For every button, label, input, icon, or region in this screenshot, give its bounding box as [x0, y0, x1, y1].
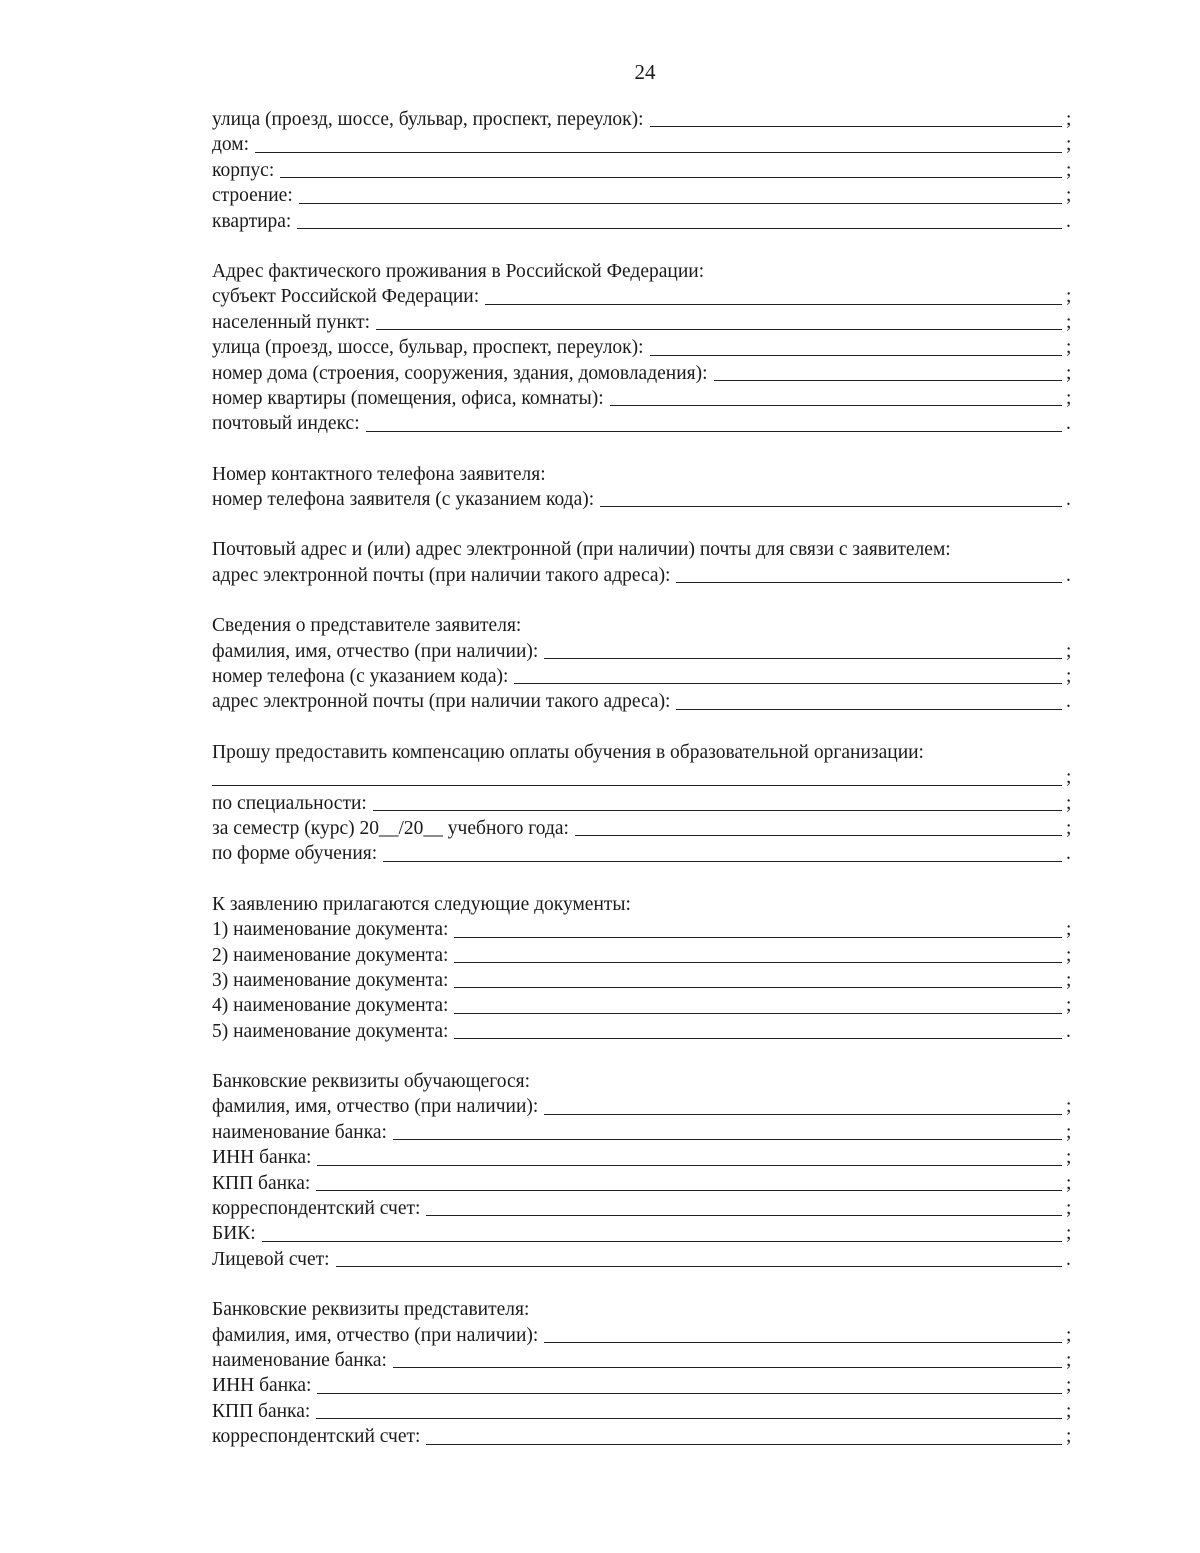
line-terminator: ;	[1066, 159, 1072, 181]
line-terminator: ;	[1066, 337, 1072, 359]
line-terminator: .	[1066, 413, 1071, 435]
line-terminator: ;	[1066, 1350, 1072, 1371]
fill-in-blank[interactable]	[714, 379, 1062, 381]
fill-in-blank[interactable]	[575, 834, 1062, 836]
form-row	[212, 968, 1074, 993]
section-heading: Банковские реквизиты представителя:	[212, 1299, 530, 1321]
line-terminator: ;	[1066, 286, 1072, 308]
line-terminator: ;	[1066, 1400, 1072, 1422]
line-terminator: .	[1066, 210, 1071, 232]
field-label: фамилия, имя, отчество (при наличии):	[212, 1096, 539, 1118]
field-label: Лицевой счет:	[212, 1248, 330, 1270]
form-row	[212, 943, 1074, 968]
form-row	[212, 284, 1074, 309]
fill-in-blank[interactable]	[316, 1417, 1062, 1419]
line-terminator: ;	[1066, 387, 1072, 409]
fill-in-blank[interactable]	[650, 354, 1062, 356]
line-terminator: ;	[1066, 995, 1072, 1017]
line-terminator: ;	[1066, 666, 1072, 688]
field-label: улица (проезд, шоссе, бульвар, проспект, переулок):	[212, 337, 644, 359]
line-terminator: ;	[1066, 1172, 1072, 1194]
form-row	[212, 639, 1074, 664]
form-row	[212, 386, 1074, 411]
form-row	[212, 563, 1074, 588]
fill-in-blank[interactable]	[454, 1012, 1062, 1014]
section-heading: Адрес фактического проживания в Российской Федерации:	[212, 260, 705, 282]
section-student-bank	[212, 1069, 1074, 1272]
field-label: субъект Российской Федерации:	[212, 286, 480, 308]
section-actual-address	[212, 259, 1074, 437]
form-row	[212, 664, 1074, 689]
form-row	[212, 1095, 1074, 1120]
fill-in-blank[interactable]	[299, 202, 1062, 204]
field-label: населенный пункт:	[212, 311, 371, 333]
form-row	[212, 335, 1074, 360]
section-heading: К заявлению прилагаются следующие документы:	[212, 893, 631, 915]
section-representative-bank	[212, 1297, 1074, 1449]
field-label: 3) наименование документа:	[212, 969, 449, 991]
line-terminator: ;	[1066, 1375, 1072, 1397]
line-terminator: ;	[1066, 1223, 1072, 1245]
fill-in-blank[interactable]	[297, 227, 1062, 229]
line-terminator: ;	[1066, 944, 1072, 966]
form-row	[212, 841, 1074, 866]
fill-in-blank[interactable]	[317, 1164, 1062, 1166]
form-row	[212, 689, 1074, 714]
section-heading: Номер контактного телефона заявителя:	[212, 463, 546, 485]
form-row	[212, 1196, 1074, 1221]
line-terminator: ;	[1066, 362, 1072, 384]
section-documents	[212, 892, 1074, 1044]
line-terminator: ;	[1066, 817, 1072, 839]
section-representative	[212, 613, 1074, 715]
fill-in-blank[interactable]	[650, 125, 1062, 127]
fill-in-blank[interactable]	[255, 151, 1062, 153]
line-terminator: ;	[1066, 1147, 1072, 1169]
field-label: 5) наименование документа:	[212, 1020, 449, 1042]
fill-in-blank[interactable]	[393, 1138, 1062, 1140]
line-terminator: .	[1066, 1248, 1071, 1270]
fill-in-blank[interactable]	[393, 1366, 1062, 1368]
fill-in-blank[interactable]	[600, 505, 1062, 507]
field-label: фамилия, имя, отчество (при наличии):	[212, 640, 539, 662]
fill-in-blank[interactable]	[514, 682, 1062, 684]
line-terminator: ;	[1066, 1198, 1072, 1220]
field-label: 1) наименование документа:	[212, 919, 449, 941]
fill-in-blank[interactable]	[280, 176, 1062, 178]
field-label: квартира:	[212, 210, 292, 232]
form-row	[212, 1399, 1074, 1424]
fill-in-blank[interactable]	[212, 784, 1062, 786]
line-terminator: ;	[1066, 108, 1072, 130]
line-terminator: .	[1066, 489, 1071, 511]
form-row	[212, 816, 1074, 841]
field-label: по специальности:	[212, 792, 367, 814]
fill-in-blank[interactable]	[676, 708, 1062, 710]
field-label: фамилия, имя, отчество (при наличии):	[212, 1324, 539, 1346]
line-terminator: ;	[1066, 185, 1072, 207]
field-label: 4) наименование документа:	[212, 995, 449, 1017]
fill-in-blank[interactable]	[262, 1240, 1062, 1242]
line-terminator: .	[1066, 691, 1071, 713]
line-terminator: ;	[1066, 969, 1072, 991]
field-label: строение:	[212, 185, 293, 207]
field-label: БИК:	[212, 1223, 256, 1245]
line-terminator: ;	[1066, 640, 1072, 662]
form-row	[212, 1373, 1074, 1398]
line-terminator: ;	[1066, 767, 1072, 789]
fill-in-blank[interactable]	[454, 1037, 1062, 1039]
fill-in-blank[interactable]	[610, 404, 1062, 406]
line-terminator: ;	[1066, 1096, 1072, 1118]
fill-in-blank[interactable]	[376, 328, 1062, 330]
field-label: улица (проезд, шоссе, бульвар, проспект, переулок):	[212, 108, 644, 130]
line-terminator: .	[1066, 1020, 1071, 1042]
application-form	[212, 107, 1074, 1450]
fill-in-blank[interactable]	[383, 860, 1062, 862]
line-terminator: ;	[1066, 792, 1072, 814]
form-row	[212, 132, 1074, 157]
fill-in-blank[interactable]	[336, 1265, 1062, 1267]
form-row	[212, 209, 1074, 234]
line-terminator: ;	[1066, 1121, 1072, 1143]
form-row	[212, 1019, 1074, 1044]
fill-in-blank[interactable]	[544, 657, 1062, 659]
form-row	[212, 310, 1074, 335]
field-label: наименование банка:	[212, 1350, 387, 1371]
section-registration-address	[212, 107, 1074, 234]
section-heading: Банковские реквизиты обучающегося:	[212, 1071, 531, 1093]
line-terminator: ;	[1066, 919, 1072, 941]
line-terminator: .	[1066, 564, 1071, 586]
fill-in-blank[interactable]	[373, 809, 1062, 811]
field-label: по форме обучения:	[212, 843, 378, 865]
field-label: ИНН банка:	[212, 1375, 312, 1397]
fill-in-blank[interactable]	[426, 1214, 1062, 1216]
line-terminator: ;	[1066, 1426, 1072, 1448]
form-row	[212, 917, 1074, 942]
section-heading: Сведения о представителе заявителя:	[212, 615, 522, 637]
line-terminator: .	[1066, 843, 1071, 865]
field-label: КПП банка:	[212, 1400, 311, 1422]
field-label: за семестр (курс) 20__/20__ учебного года:	[212, 817, 569, 839]
line-terminator: ;	[1066, 311, 1072, 333]
form-row	[212, 487, 1074, 512]
line-terminator: ;	[1066, 1324, 1072, 1346]
section-applicant-email	[212, 537, 1074, 588]
section-heading: Почтовый адрес и (или) адрес электронной (при наличии) почты для связи с заявителем:	[212, 539, 951, 561]
form-row	[212, 1145, 1074, 1170]
line-terminator: ;	[1066, 134, 1072, 156]
form-row	[212, 107, 1074, 132]
fill-in-blank[interactable]	[544, 1341, 1062, 1343]
field-label: корпус:	[212, 159, 275, 181]
field-label: дом:	[212, 134, 250, 156]
form-row	[212, 993, 1074, 1018]
field-label: адрес электронной почты (при наличии такого адреса):	[212, 564, 671, 586]
section-request	[212, 740, 1074, 867]
field-label: почтовый индекс:	[212, 413, 360, 435]
form-row	[212, 183, 1074, 208]
field-label: номер квартиры (помещения, офиса, комнаты):	[212, 387, 604, 409]
fill-in-blank[interactable]	[426, 1443, 1062, 1445]
form-row	[212, 158, 1074, 183]
page-number: 24	[634, 60, 656, 84]
form-row	[212, 1171, 1074, 1196]
fill-in-blank[interactable]	[366, 430, 1062, 432]
fill-in-blank[interactable]	[544, 1113, 1062, 1115]
field-label: наименование банка:	[212, 1121, 387, 1143]
field-label: адрес электронной почты (при наличии такого адреса):	[212, 691, 671, 713]
field-label: 2) наименование документа:	[212, 944, 449, 966]
form-row	[212, 1120, 1074, 1145]
form-row	[212, 1348, 1074, 1373]
fill-in-blank[interactable]	[676, 581, 1062, 583]
fill-in-blank[interactable]	[317, 1392, 1062, 1394]
field-label: КПП банка:	[212, 1172, 311, 1194]
field-label: корреспондентский счет:	[212, 1198, 421, 1220]
form-row	[212, 765, 1074, 790]
form-row	[212, 411, 1074, 436]
fill-in-blank[interactable]	[454, 961, 1062, 963]
field-label: номер дома (строения, сооружения, здания, домовладения):	[212, 362, 708, 384]
form-row	[212, 1323, 1074, 1348]
section-heading: Прошу предоставить компенсацию оплаты обучения в образовательной организации:	[212, 741, 924, 763]
form-row	[212, 1221, 1074, 1246]
section-applicant-phone	[212, 462, 1074, 513]
field-label: номер телефона (с указанием кода):	[212, 666, 509, 688]
fill-in-blank[interactable]	[454, 936, 1062, 938]
fill-in-blank[interactable]	[454, 986, 1062, 988]
field-label: корреспондентский счет:	[212, 1426, 421, 1448]
form-row	[212, 1247, 1074, 1272]
form-row	[212, 361, 1074, 386]
fill-in-blank[interactable]	[316, 1189, 1062, 1191]
field-label: ИНН банка:	[212, 1147, 312, 1169]
field-label: номер телефона заявителя (с указанием кода):	[212, 489, 595, 511]
form-row	[212, 791, 1074, 816]
fill-in-blank[interactable]	[485, 303, 1062, 305]
form-row	[212, 1424, 1074, 1449]
